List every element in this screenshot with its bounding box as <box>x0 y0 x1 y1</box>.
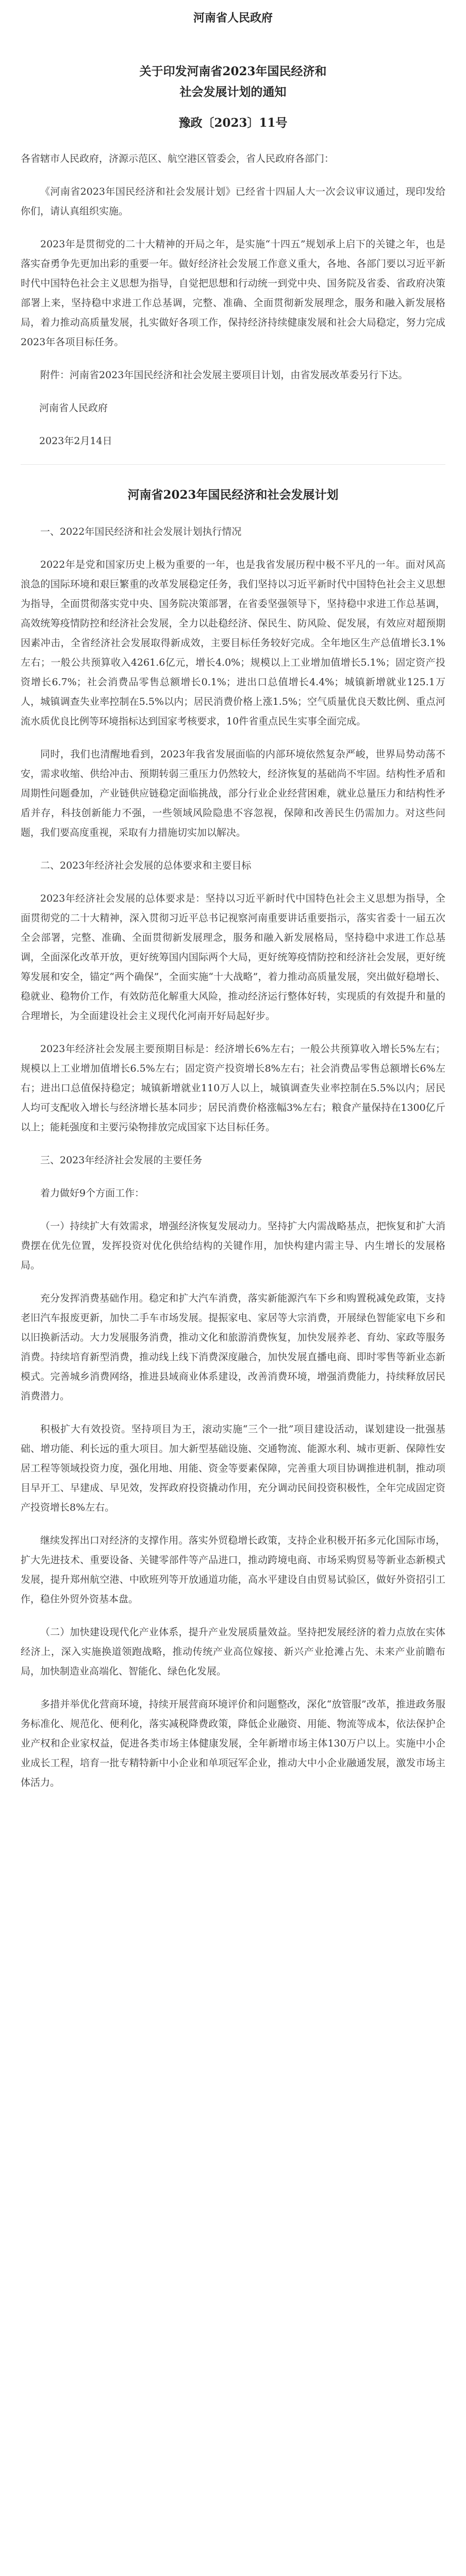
notice-paragraph: 附件：河南省2023年国民经济和社会发展主要项目计划，由省发展改革委另行下达。 <box>40 369 408 381</box>
signature-organization: 河南省人民政府 <box>39 402 108 414</box>
document-number: 豫政〔2023〕11号 <box>178 116 288 130</box>
body-paragraph: 充分发挥消费基础作用。稳定和扩大汽车消费，落实新能源汽车下乡和购置税减免政策，支持老旧汽车报废更新，加快二手车市场发展。提振家电、家居等大宗消费，开展绿色智能家电下乡和以旧换新活动。大力发展服务消费，推动文化和旅游消费恢复，加快发展养老、育幼、家政等服务消费。持续培育新型消费，推动线上线下消费深度融合，加快发展直播电商、即时零售等新业态新模式。完善城乡消费网络，推进县域商业体系建设，改善消费环境，增强消费能力，持续释放居民消费潜力。 <box>21 1293 445 1402</box>
body-paragraph: （一）持续扩大有效需求，增强经济恢复发展动力。坚持扩大内需战略基点，把恢复和扩大消费摆在优先位置，发挥投资对优化供给结构的关键作用，加快构建内需主导、内生增长的发展格局。 <box>21 1221 445 1272</box>
body-paragraph: 积极扩大有效投资。坚持项目为王，滚动实施“三个一批”项目建设活动，谋划建设一批强基础、增功能、利长远的重大项目。加大新型基础设施、交通物流、能源水利、城市更新、保障性安居工程等领域投资力度，强化用地、用能、资金等要素保障，完善重大项目协调推进机制，推动项目早开工、早建成、早见效，发挥政府投资撬动作用，充分调动民间投资积极性，全年完成固定资产投资增长8%左右。 <box>21 1423 445 1514</box>
section-heading: 二、2023年经济社会发展的总体要求和主要目标 <box>40 860 252 872</box>
notice-title-line-2: 社会发展计划的通知 <box>179 84 287 99</box>
body-paragraph: 同时，我们也清醒地看到，2023年我省发展面临的内部环境依然复杂严峻，世界局势动荡不安，需求收缩、供给冲击、预期转弱三重压力仍然较大，经济恢复的基础尚不牢固。结构性矛盾和周期性问题叠加，产业链供应链稳定面临挑战，部分行业企业经营困难，就业总量压力和结构性矛盾并存，科技创新能力不强，一些领域风险隐患不容忽视，保障和改善民生仍需加力。对这些问题，我们要高度重视，采取有力措施切实加以解决。 <box>21 749 445 839</box>
notice-title <box>21 61 445 102</box>
section-intro: 着力做好9个方面工作： <box>40 1188 145 1199</box>
notice-paragraph: 2023年是贯彻党的二十大精神的开局之年，是实施“十四五”规划承上启下的关键之年，也是落实奋勇争先更加出彩的重要一年。做好经济社会发展工作意义重大，各地、各部门要以习近平新时代中国特色社会主义思想为指导，自觉把思想和行动统一到党中央、国务院及省委、省政府决策部署上来，坚持稳中求进工作总基调，完整、准确、全面贯彻新发展理念，服务和融入新发展格局，着力推动高质量发展，扎实做好各项工作，保持经济持续健康发展和社会大局稳定，努力完成2023年各项目标任务。 <box>21 239 445 348</box>
section-divider <box>21 464 445 465</box>
body-paragraph: （二）加快建设现代化产业体系，提升产业发展质量效益。坚持把发展经济的着力点放在实体经济上，深入实施换道领跑战略，推动传统产业高位嫁接、新兴产业抢滩占先、未来产业前瞻布局，加快制造业高端化、智能化、绿色化发展。 <box>21 1626 445 1677</box>
notice-paragraph: 《河南省2023年国民经济和社会发展计划》已经省十四届人大一次会议审议通过，现印发给你们，请认真组织实施。 <box>21 186 445 217</box>
issuing-organization: 河南省人民政府 <box>193 11 273 25</box>
body-paragraph: 2022年是党和国家历史上极为重要的一年，也是我省发展历程中极不平凡的一年。面对风高浪急的国际环境和艰巨繁重的改革发展稳定任务，我们坚持以习近平新时代中国特色社会主义思想为指导，全面贯彻落实党中央、国务院决策部署，在省委坚强领导下，坚持稳中求进工作总基调，高效统筹疫情防控和经济社会发展，全力以赴稳经济、保民生、防风险、促发展，有效应对超预期因素冲击，全省经济社会发展取得新成效，主要目标任务较好完成。全年地区生产总值增长3.1%左右；一般公共预算收入4261.6亿元，增长4.0%；规模以上工业增加值增长5.1%；固定资产投资增长6.7%；社会消费品零售总额增长0.1%；进出口总值增长4.4%；城镇新增就业125.1万人，城镇调查失业率控制在5.5%以内；居民消费价格上涨1.5%；空气质量优良天数比例、重点河流水质优良比例等环境指标达到国家考核要求，10件省重点民生实事全面完成。 <box>21 559 445 727</box>
signature-date: 2023年2月14日 <box>39 435 112 447</box>
attachment-title: 河南省2023年国民经济和社会发展计划 <box>127 488 339 502</box>
notice-salutation: 各省辖市人民政府，济源示范区、航空港区管委会，省人民政府各部门： <box>21 153 335 165</box>
notice-title-line-1: 关于印发河南省2023年国民经济和 <box>139 64 327 78</box>
body-paragraph: 2023年经济社会发展主要预期目标是：经济增长6%左右；一般公共预算收入增长5%左右；规模以上工业增加值增长6.5%左右；固定资产投资增长8%左右；社会消费品零售总额增长6%左右；进出口总值保持稳定；城镇新增就业110万人以上，城镇调查失业率控制在5.5%以内；居民人均可支配收入增长与经济增长基本同步；居民消费价格涨幅3%左右；粮食产量保持在1300亿斤以上；能耗强度和主要污染物排放完成国家下达目标任务。 <box>21 1043 445 1133</box>
body-paragraph: 多措并举优化营商环境，持续开展营商环境评价和问题整改，深化“放管服”改革，推进政务服务标准化、规范化、便利化，落实减税降费政策，降低企业融资、用能、物流等成本，依法保护企业产权和企业家权益，促进各类市场主体健康发展，全年新增市场主体130万户以上。实施中小企业成长工程，培育一批专精特新中小企业和单项冠军企业，推动大中小企业融通发展，激发市场主体活力。 <box>21 1699 445 1789</box>
section-heading: 一、2022年国民经济和社会发展计划执行情况 <box>40 526 242 538</box>
section-heading: 三、2023年经济社会发展的主要任务 <box>40 1155 203 1166</box>
body-paragraph: 2023年经济社会发展的总体要求是：坚持以习近平新时代中国特色社会主义思想为指导，全面贯彻党的二十大精神，深入贯彻习近平总书记视察河南重要讲话重要指示，落实省委十一届五次全会部署，完整、准确、全面贯彻新发展理念，服务和融入新发展格局，坚持稳中求进工作总基调，全面深化改革开放，更好统筹国内国际两个大局，更好统筹疫情防控和经济社会发展，更好统筹发展和安全，锚定“两个确保”，全面实施“十大战略”，着力推动高质量发展，突出做好稳增长、稳就业、稳物价工作，有效防范化解重大风险，推动经济运行整体好转，实现质的有效提升和量的合理增长，为全面建设社会主义现代化河南开好局起好步。 <box>21 893 445 1022</box>
body-paragraph: 继续发挥出口对经济的支撑作用。落实外贸稳增长政策，支持企业积极开拓多元化国际市场，扩大先进技术、重要设备、关键零部件等产品进口，推动跨境电商、市场采购贸易等新业态新模式发展，提升郑州航空港、中欧班列等开放通道功能，高水平建设自由贸易试验区，做好外资招引工作，稳住外贸外资基本盘。 <box>21 1535 445 1605</box>
